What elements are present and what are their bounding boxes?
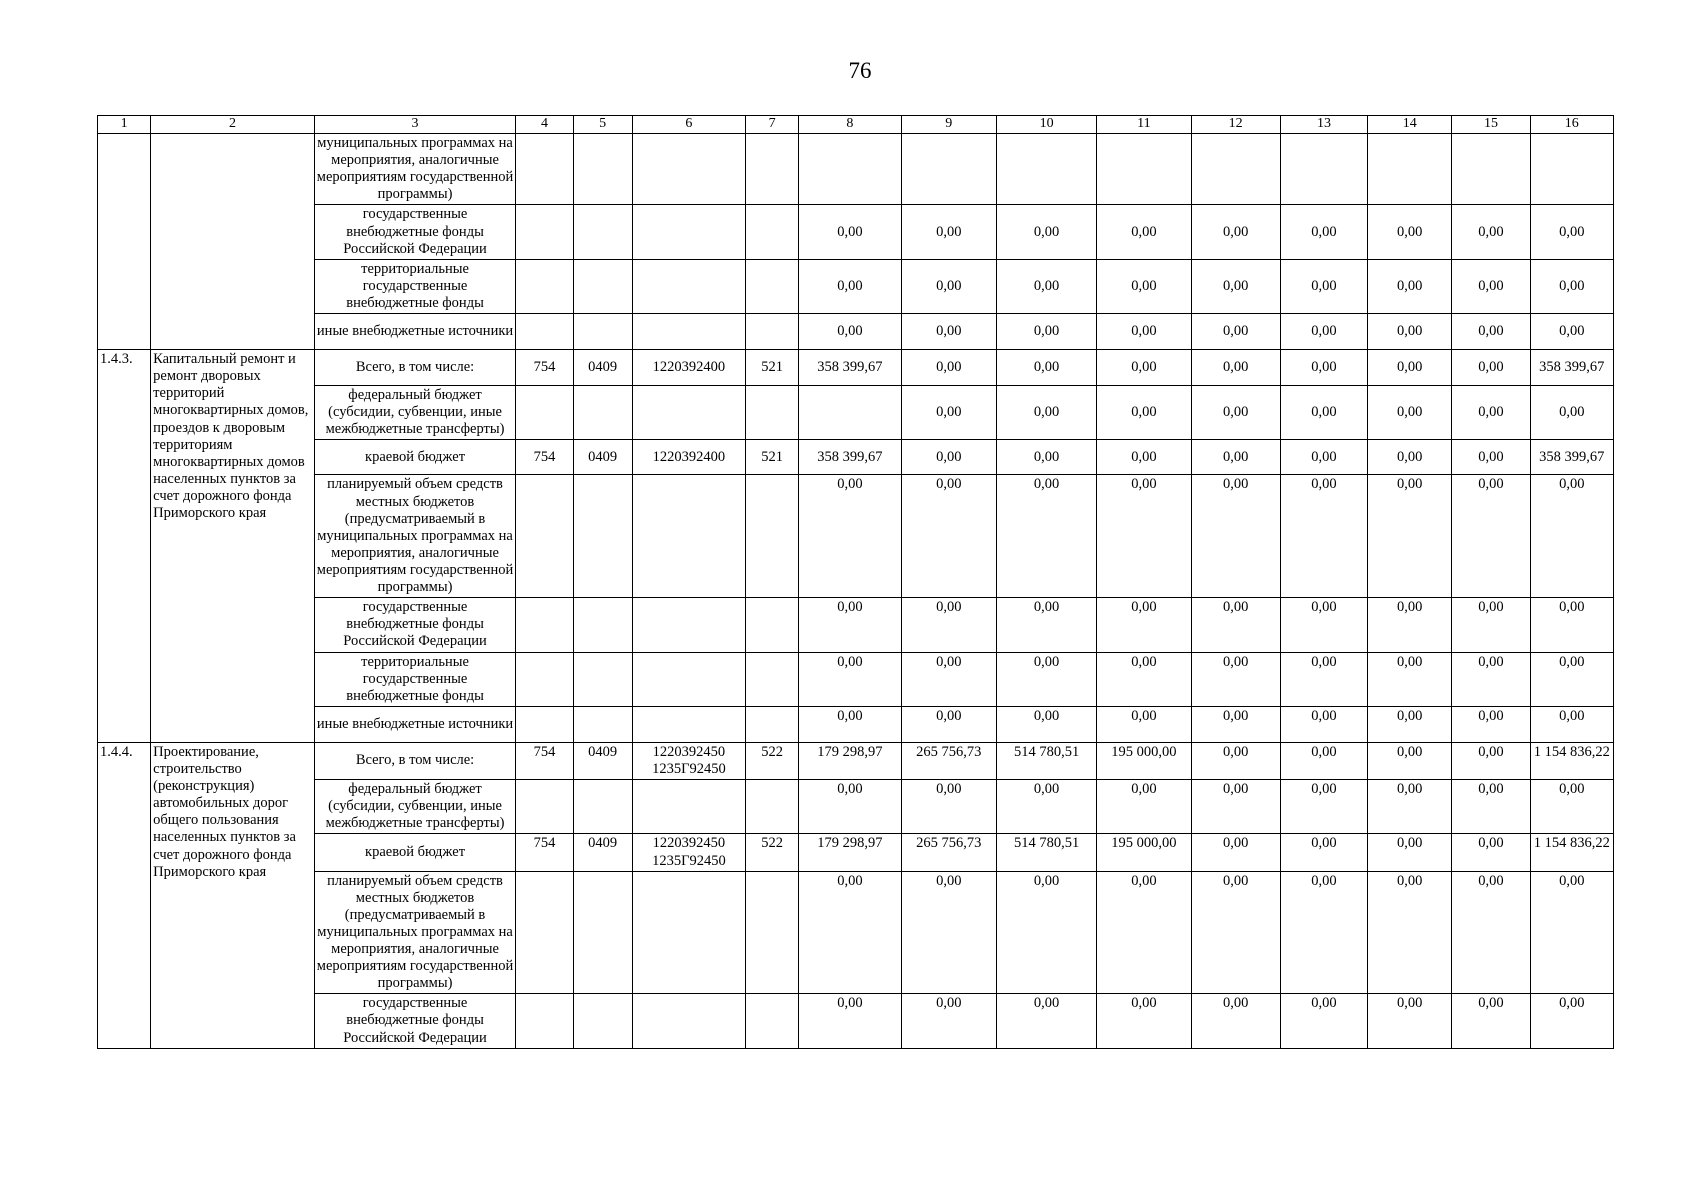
- budget-code-cell: [746, 598, 799, 652]
- amount-cell: 0,00: [901, 440, 996, 475]
- amount-cell: 0,00: [1280, 259, 1367, 313]
- column-number-cell: 14: [1368, 116, 1452, 134]
- amount-cell: 0,00: [1280, 834, 1367, 871]
- funding-source-cell: территориальные государственные внебюджетные фонды: [314, 259, 516, 313]
- amount-cell: 0,00: [1452, 598, 1530, 652]
- amount-cell: 0,00: [1280, 205, 1367, 259]
- budget-code-cell: [573, 871, 632, 994]
- amount-cell: 0,00: [1530, 994, 1613, 1048]
- code-cell: [573, 259, 632, 313]
- code-cell: [632, 259, 745, 313]
- column-number-cell: 6: [632, 116, 745, 134]
- amount-cell: 0,00: [799, 780, 901, 834]
- column-number-cell: 9: [901, 116, 996, 134]
- amount-cell: 0,00: [1191, 834, 1280, 871]
- funding-source-cell: государственные внебюджетные фонды Российской Федерации: [314, 994, 516, 1048]
- code-cell: [516, 314, 573, 350]
- amount-cell: 0,00: [1530, 259, 1613, 313]
- amount-cell: 0,00: [1452, 475, 1530, 598]
- column-number-cell: 2: [151, 116, 315, 134]
- amount-cell: 0,00: [1368, 871, 1452, 994]
- amount-cell: 0,00: [1368, 440, 1452, 475]
- amount-cell: 0,00: [996, 994, 1096, 1048]
- amount-cell: 0,00: [901, 314, 996, 350]
- budget-code-cell: [632, 652, 745, 706]
- table-row: [98, 259, 1614, 313]
- budget-code-cell: 0409: [573, 440, 632, 475]
- code-cell: [746, 259, 799, 313]
- amount-cell: 179 298,97: [799, 834, 901, 871]
- amount-cell: 265 756,73: [901, 834, 996, 871]
- column-number-cell: 12: [1191, 116, 1280, 134]
- column-number-cell: 1: [98, 116, 151, 134]
- funding-source-cell: планируемый объем средств местных бюджетов (предусматриваемый в муниципальных программах на мероприятия, аналогичные мероприятиям государственной программы): [314, 871, 516, 994]
- amount-cell: 0,00: [799, 871, 901, 994]
- funding-source-cell: иные внебюджетные источники: [314, 706, 516, 742]
- amount-cell: 0,00: [1280, 440, 1367, 475]
- budget-code-cell: 754: [516, 834, 573, 871]
- code-cell: [573, 134, 632, 205]
- amount-cell: 0,00: [1452, 871, 1530, 994]
- budget-code-cell: 522: [746, 834, 799, 871]
- budget-code-cell: [516, 994, 573, 1048]
- code-cell: [632, 205, 745, 259]
- amount-cell: 0,00: [799, 259, 901, 313]
- amount-cell: [799, 386, 901, 440]
- amount-cell: 0,00: [901, 386, 996, 440]
- amount-cell: 0,00: [1191, 259, 1280, 313]
- amount-cell: [996, 134, 1096, 205]
- amount-cell: 0,00: [1368, 259, 1452, 313]
- amount-cell: 0,00: [1452, 440, 1530, 475]
- amount-cell: 0,00: [996, 259, 1096, 313]
- amount-cell: 0,00: [1452, 706, 1530, 742]
- amount-cell: 195 000,00: [1097, 834, 1191, 871]
- code-cell: [746, 314, 799, 350]
- budget-code-cell: [516, 475, 573, 598]
- column-number-cell: 7: [746, 116, 799, 134]
- amount-cell: 0,00: [1452, 386, 1530, 440]
- budget-code-cell: 0409: [573, 742, 632, 779]
- budget-code-cell: [632, 780, 745, 834]
- budget-code-cell: [632, 475, 745, 598]
- amount-cell: 0,00: [1191, 706, 1280, 742]
- amount-cell: 0,00: [1368, 350, 1452, 386]
- amount-cell: 0,00: [1191, 475, 1280, 598]
- amount-cell: 0,00: [1530, 475, 1613, 598]
- item-name-cell: [151, 134, 315, 350]
- table-body: [98, 116, 1614, 1049]
- amount-cell: 0,00: [1191, 314, 1280, 350]
- budget-code-cell: [573, 780, 632, 834]
- budget-code-cell: [746, 706, 799, 742]
- budget-code-cell: [632, 706, 745, 742]
- amount-cell: 0,00: [901, 871, 996, 994]
- budget-code-cell: [632, 994, 745, 1048]
- amount-cell: 0,00: [1452, 259, 1530, 313]
- budget-code-cell: 754: [516, 350, 573, 386]
- amount-cell: 1 154 836,22: [1530, 834, 1613, 871]
- amount-cell: 0,00: [1280, 475, 1367, 598]
- amount-cell: 0,00: [901, 706, 996, 742]
- amount-cell: 0,00: [1280, 742, 1367, 779]
- budget-code-cell: 1220392450 1235Г92450: [632, 834, 745, 871]
- funding-source-cell: территориальные государственные внебюджетные фонды: [314, 652, 516, 706]
- amount-cell: [1280, 134, 1367, 205]
- column-number-cell: 10: [996, 116, 1096, 134]
- amount-cell: 0,00: [1368, 780, 1452, 834]
- budget-code-cell: [516, 871, 573, 994]
- amount-cell: 0,00: [799, 314, 901, 350]
- amount-cell: 358 399,67: [799, 440, 901, 475]
- amount-cell: 0,00: [1097, 994, 1191, 1048]
- budget-code-cell: [516, 386, 573, 440]
- funding-source-cell: краевой бюджет: [314, 834, 516, 871]
- amount-cell: 0,00: [1191, 386, 1280, 440]
- amount-cell: 0,00: [901, 350, 996, 386]
- amount-cell: 0,00: [1191, 598, 1280, 652]
- amount-cell: 0,00: [901, 652, 996, 706]
- amount-cell: 0,00: [1191, 440, 1280, 475]
- table-row: [98, 706, 1614, 742]
- table-row: [98, 386, 1614, 440]
- budget-code-cell: 1220392450 1235Г92450: [632, 742, 745, 779]
- code-cell: [573, 314, 632, 350]
- table-row: [98, 652, 1614, 706]
- amount-cell: 0,00: [996, 652, 1096, 706]
- amount-cell: 0,00: [996, 440, 1096, 475]
- budget-code-cell: [746, 475, 799, 598]
- amount-cell: [1368, 134, 1452, 205]
- amount-cell: 0,00: [1280, 598, 1367, 652]
- budget-code-cell: 0409: [573, 350, 632, 386]
- amount-cell: [1191, 134, 1280, 205]
- amount-cell: 0,00: [1530, 871, 1613, 994]
- amount-cell: 0,00: [996, 780, 1096, 834]
- amount-cell: 0,00: [901, 994, 996, 1048]
- amount-cell: 0,00: [1191, 350, 1280, 386]
- amount-cell: [1530, 134, 1613, 205]
- column-number-cell: 5: [573, 116, 632, 134]
- amount-cell: 0,00: [1280, 314, 1367, 350]
- budget-code-cell: [573, 598, 632, 652]
- budget-code-cell: [632, 386, 745, 440]
- amount-cell: 0,00: [1191, 742, 1280, 779]
- column-number-cell: 15: [1452, 116, 1530, 134]
- amount-cell: 514 780,51: [996, 742, 1096, 779]
- code-cell: [516, 134, 573, 205]
- table-row: [98, 834, 1614, 871]
- funding-source-cell: планируемый объем средств местных бюджетов (предусматриваемый в муниципальных программах на мероприятия, аналогичные мероприятиям государственной программы): [314, 475, 516, 598]
- amount-cell: 0,00: [1097, 706, 1191, 742]
- amount-cell: 0,00: [1097, 350, 1191, 386]
- budget-code-cell: [632, 598, 745, 652]
- amount-cell: 0,00: [901, 475, 996, 598]
- amount-cell: 0,00: [996, 871, 1096, 994]
- table-row: [98, 475, 1614, 598]
- table-row: [98, 314, 1614, 350]
- amount-cell: 0,00: [1097, 780, 1191, 834]
- budget-code-cell: [573, 994, 632, 1048]
- column-number-cell: 3: [314, 116, 516, 134]
- amount-cell: 514 780,51: [996, 834, 1096, 871]
- table-row: [98, 780, 1614, 834]
- funding-source-cell: государственные внебюджетные фонды Российской Федерации: [314, 205, 516, 259]
- table-row: [98, 205, 1614, 259]
- amount-cell: 0,00: [1530, 314, 1613, 350]
- amount-cell: 358 399,67: [1530, 440, 1613, 475]
- code-cell: [746, 134, 799, 205]
- code-cell: [632, 314, 745, 350]
- table-row: [98, 994, 1614, 1048]
- amount-cell: 0,00: [1280, 652, 1367, 706]
- amount-cell: 0,00: [1368, 475, 1452, 598]
- budget-code-cell: [746, 780, 799, 834]
- amount-cell: 0,00: [1097, 652, 1191, 706]
- amount-cell: 0,00: [1368, 994, 1452, 1048]
- amount-cell: 0,00: [901, 780, 996, 834]
- amount-cell: 0,00: [1368, 652, 1452, 706]
- budget-code-cell: [746, 871, 799, 994]
- amount-cell: 0,00: [1097, 598, 1191, 652]
- budget-code-cell: 754: [516, 440, 573, 475]
- amount-cell: 358 399,67: [1530, 350, 1613, 386]
- code-cell: [573, 205, 632, 259]
- budget-code-cell: [516, 598, 573, 652]
- budget-code-cell: [746, 386, 799, 440]
- column-number-cell: 4: [516, 116, 573, 134]
- amount-cell: 0,00: [1280, 871, 1367, 994]
- funding-source-cell: иные внебюджетные источники: [314, 314, 516, 350]
- budget-code-cell: [573, 652, 632, 706]
- funding-source-cell: федеральный бюджет (субсидии, субвенции, иные межбюджетные трансферты): [314, 780, 516, 834]
- amount-cell: 0,00: [1452, 350, 1530, 386]
- amount-cell: 0,00: [1191, 994, 1280, 1048]
- code-cell: [746, 205, 799, 259]
- amount-cell: 0,00: [1280, 780, 1367, 834]
- budget-code-cell: 522: [746, 742, 799, 779]
- amount-cell: 0,00: [799, 652, 901, 706]
- funding-source-cell: федеральный бюджет (субсидии, субвенции, иные межбюджетные трансферты): [314, 386, 516, 440]
- code-cell: [632, 134, 745, 205]
- budget-code-cell: 521: [746, 350, 799, 386]
- code-cell: [516, 259, 573, 313]
- funding-source-cell: Всего, в том числе:: [314, 350, 516, 386]
- budget-code-cell: [516, 780, 573, 834]
- table-row: [98, 350, 1614, 386]
- amount-cell: 0,00: [1097, 314, 1191, 350]
- column-number-cell: 16: [1530, 116, 1613, 134]
- amount-cell: 0,00: [799, 598, 901, 652]
- budget-code-cell: [573, 706, 632, 742]
- table-row: [98, 440, 1614, 475]
- amount-cell: 0,00: [901, 205, 996, 259]
- amount-cell: 0,00: [1452, 834, 1530, 871]
- amount-cell: 0,00: [1368, 314, 1452, 350]
- item-number-cell: 1.4.3.: [98, 350, 151, 743]
- amount-cell: 0,00: [1368, 205, 1452, 259]
- amount-cell: 0,00: [1097, 205, 1191, 259]
- budget-code-cell: [516, 706, 573, 742]
- amount-cell: 0,00: [1530, 652, 1613, 706]
- amount-cell: 0,00: [1097, 475, 1191, 598]
- page-number: 76: [848, 58, 872, 83]
- amount-cell: 0,00: [799, 994, 901, 1048]
- amount-cell: 0,00: [901, 598, 996, 652]
- amount-cell: [1452, 134, 1530, 205]
- amount-cell: 0,00: [1368, 834, 1452, 871]
- amount-cell: [799, 134, 901, 205]
- amount-cell: 0,00: [901, 259, 996, 313]
- amount-cell: 0,00: [1452, 205, 1530, 259]
- amount-cell: 0,00: [996, 350, 1096, 386]
- amount-cell: 0,00: [799, 706, 901, 742]
- budget-code-cell: [746, 994, 799, 1048]
- amount-cell: 0,00: [996, 205, 1096, 259]
- item-number-cell: 1.4.4.: [98, 742, 151, 1048]
- amount-cell: 1 154 836,22: [1530, 742, 1613, 779]
- amount-cell: 0,00: [1097, 259, 1191, 313]
- budget-code-cell: 521: [746, 440, 799, 475]
- funding-source-cell: государственные внебюджетные фонды Российской Федерации: [314, 598, 516, 652]
- amount-cell: 0,00: [1280, 994, 1367, 1048]
- amount-cell: 0,00: [1530, 386, 1613, 440]
- amount-cell: 0,00: [1368, 598, 1452, 652]
- funding-source-cell: краевой бюджет: [314, 440, 516, 475]
- amount-cell: 0,00: [1097, 440, 1191, 475]
- funding-source-cell: муниципальных программах на мероприятия, аналогичные мероприятиям государственной программы): [314, 134, 516, 205]
- amount-cell: 0,00: [1368, 742, 1452, 779]
- table-row: [98, 598, 1614, 652]
- amount-cell: 0,00: [1191, 205, 1280, 259]
- amount-cell: 0,00: [1368, 706, 1452, 742]
- item-name-cell: Проектирование, строительство (реконструкция) автомобильных дорог общего пользования населенных пунктов за счет дорожного фонда Приморского края: [151, 742, 315, 1048]
- amount-cell: 0,00: [1280, 386, 1367, 440]
- column-number-cell: 8: [799, 116, 901, 134]
- amount-cell: 0,00: [1191, 780, 1280, 834]
- amount-cell: 0,00: [996, 598, 1096, 652]
- amount-cell: 0,00: [1452, 742, 1530, 779]
- column-number-cell: 11: [1097, 116, 1191, 134]
- amount-cell: 0,00: [799, 475, 901, 598]
- amount-cell: 0,00: [996, 475, 1096, 598]
- budget-code-cell: 0409: [573, 834, 632, 871]
- budget-code-cell: [632, 871, 745, 994]
- amount-cell: 0,00: [1280, 706, 1367, 742]
- table-row: [98, 871, 1614, 994]
- column-number-row: [98, 116, 1614, 134]
- amount-cell: 0,00: [996, 386, 1096, 440]
- amount-cell: 358 399,67: [799, 350, 901, 386]
- item-name-cell: Капитальный ремонт и ремонт дворовых территорий многоквартирных домов, проездов к дворовым территориям многоквартирных домов населенных пунктов за счет дорожного фонда Приморского края: [151, 350, 315, 743]
- amount-cell: 0,00: [1280, 350, 1367, 386]
- amount-cell: 0,00: [1097, 386, 1191, 440]
- amount-cell: 0,00: [996, 314, 1096, 350]
- amount-cell: 265 756,73: [901, 742, 996, 779]
- table-row: [98, 134, 1614, 205]
- code-cell: [516, 205, 573, 259]
- budget-code-cell: 754: [516, 742, 573, 779]
- table-row: [98, 742, 1614, 779]
- amount-cell: 0,00: [996, 706, 1096, 742]
- amount-cell: 0,00: [799, 205, 901, 259]
- amount-cell: 0,00: [1452, 652, 1530, 706]
- budget-code-cell: 1220392400: [632, 350, 745, 386]
- amount-cell: 0,00: [1530, 780, 1613, 834]
- item-number-cell: [98, 134, 151, 350]
- amount-cell: 0,00: [1530, 598, 1613, 652]
- amount-cell: 0,00: [1530, 205, 1613, 259]
- amount-cell: 0,00: [1452, 994, 1530, 1048]
- budget-code-cell: [573, 475, 632, 598]
- amount-cell: 0,00: [1191, 871, 1280, 994]
- column-number-cell: 13: [1280, 116, 1367, 134]
- funding-source-cell: Всего, в том числе:: [314, 742, 516, 779]
- amount-cell: [1097, 134, 1191, 205]
- amount-cell: 179 298,97: [799, 742, 901, 779]
- budget-table: [97, 115, 1614, 1049]
- amount-cell: 0,00: [1452, 780, 1530, 834]
- budget-code-cell: 1220392400: [632, 440, 745, 475]
- amount-cell: 0,00: [1368, 386, 1452, 440]
- budget-code-cell: [516, 652, 573, 706]
- amount-cell: 0,00: [1191, 652, 1280, 706]
- amount-cell: 0,00: [1452, 314, 1530, 350]
- budget-code-cell: [573, 386, 632, 440]
- amount-cell: 0,00: [1530, 706, 1613, 742]
- budget-code-cell: [746, 652, 799, 706]
- amount-cell: 0,00: [1097, 871, 1191, 994]
- amount-cell: [901, 134, 996, 205]
- amount-cell: 195 000,00: [1097, 742, 1191, 779]
